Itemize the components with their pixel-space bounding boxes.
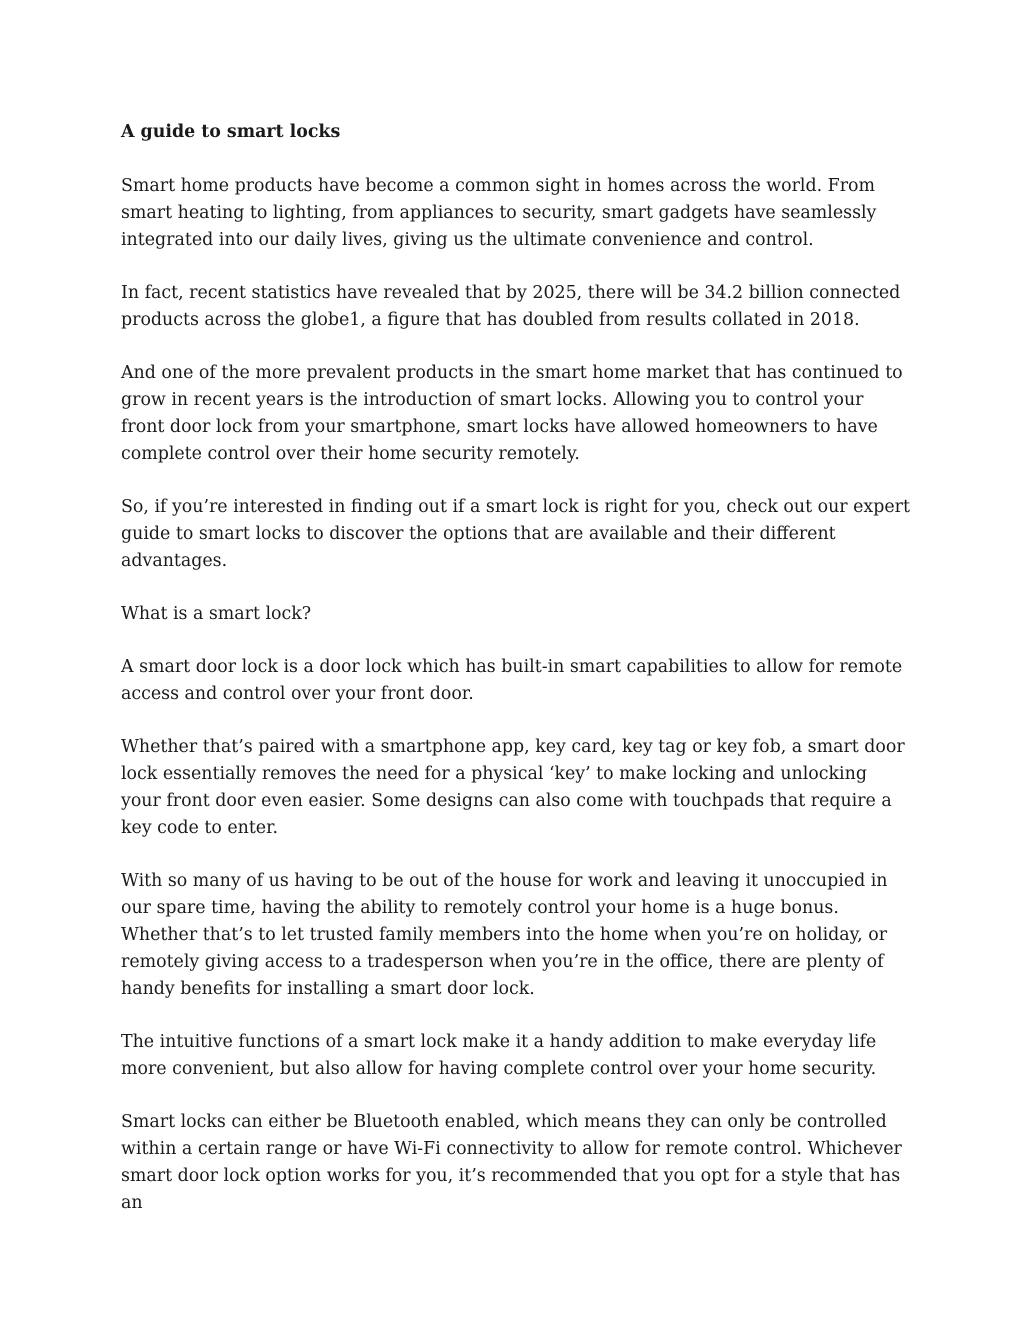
paragraph-definition: A smart door lock is a door lock which has built-in smart capabilities to allow for remote access and control over your front door. (121, 657, 903, 704)
paragraph-connectivity: Smart locks can either be Bluetooth enabled, which means they can only be controlled within a certain range or have Wi-Fi connectivity to allow for remote control. Whichever smart door lock option works for you, it’s recommended that you opt for a style that has an (121, 1112, 902, 1213)
document-body (121, 119, 911, 1243)
section-heading-what-is: What is a smart lock? (121, 604, 312, 624)
paragraph-statistics: In fact, recent statistics have revealed that by 2025, there will be 34.2 billion connected products across the globe1, a figure that has doubled from results collated in 2018. (121, 283, 901, 330)
paragraph-guide-intro: So, if you’re interested in finding out if a smart lock is right for you, check out our expert guide to smart locks to discover the options that are available and their different advantages. (121, 497, 910, 571)
paragraph-pairing: Whether that’s paired with a smartphone app, key card, key tag or key fob, a smart door lock essentially removes the need for a physical ‘key’ to make locking and unlocking your front door even easier. Some designs can also come with touchpads that require a key code to enter. (121, 737, 905, 838)
document-title: A guide to smart locks (121, 122, 341, 142)
paragraph-smart-locks-growth: And one of the more prevalent products in the smart home market that has continued to grow in recent years is the introduction of smart locks. Allowing you to control your front door lock from your smartphone, smart locks have allowed homeowners to have complete control over their home security remotely. (121, 363, 903, 464)
paragraph-remote-benefits: With so many of us having to be out of the house for work and leaving it unoccupied in our spare time, having the ability to remotely control your home is a huge bonus. Whether that’s to let trusted family members into the home when you’re on holiday, or remotely giving access to a tradesperson when you’re in the office, there are plenty of handy benefits for installing a smart door lock. (121, 871, 888, 999)
paragraph-convenience: The intuitive functions of a smart lock make it a handy addition to make everyday life more convenient, but also allow for having complete control over your home security. (121, 1032, 877, 1079)
paragraph-intro: Smart home products have become a common sight in homes across the world. From smart heating to lighting, from appliances to security, smart gadgets have seamlessly integrated into our daily lives, giving us the ultimate convenience and control. (121, 176, 877, 250)
